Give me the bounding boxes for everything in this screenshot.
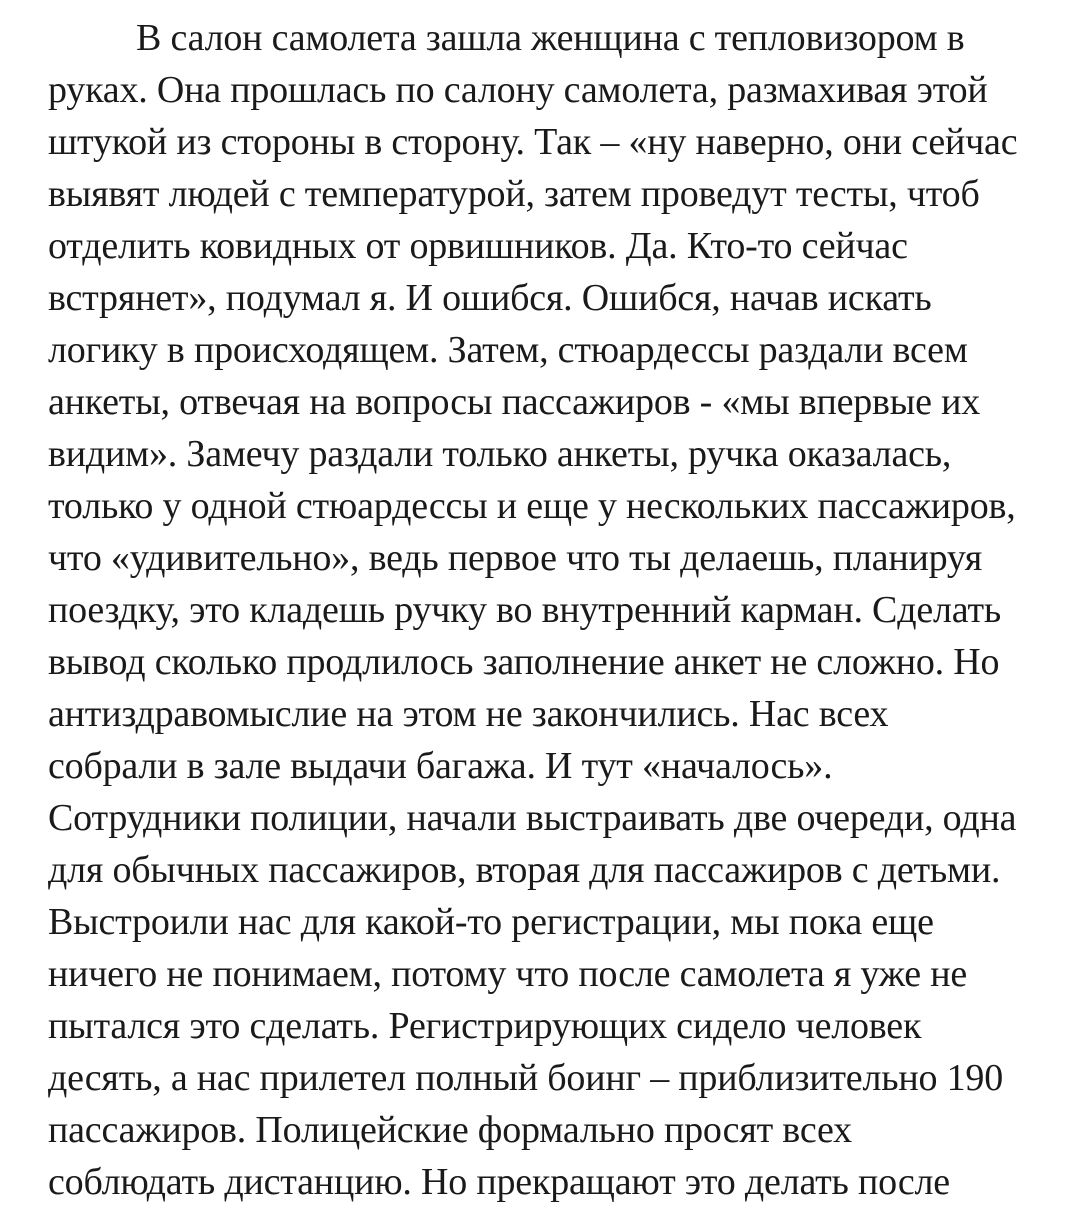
text-line: пассажиров. Полицейские формально просят всех: [48, 1109, 852, 1151]
text-line: вывод сколько продлилось заполнение анкет не сложно. Но: [48, 641, 1000, 683]
paragraph: [48, 12, 1060, 1208]
text-line: Сотрудники полиции, начали выстраивать две очереди, одна: [48, 797, 1017, 839]
text-line: собрали в зале выдачи багажа. И тут «началось».: [48, 745, 833, 787]
text-line: анкеты, отвечая на вопросы пассажиров - «мы впервые их: [48, 381, 981, 423]
text-line: только у одной стюардессы и еще у нескольких пассажиров,: [48, 485, 1016, 527]
text-line: встрянет», подумал я. И ошибся. Ошибся, начав искать: [48, 277, 932, 319]
text-line: пытался это сделать. Регистрирующих сидело человек: [48, 1005, 922, 1047]
text-line: логику в происходящем. Затем, стюардессы раздали всем: [48, 329, 968, 371]
text-line: Выстроили нас для какой-то регистрации, мы пока еще: [48, 901, 934, 943]
text-line: десять, а нас прилетел полный боинг – приблизительно 190: [48, 1057, 1003, 1099]
text-line: штукой из стороны в сторону. Так – «ну наверно, они сейчас: [48, 121, 1018, 163]
text-line: для обычных пассажиров, вторая для пассажиров с детьми.: [48, 849, 1001, 891]
text-line: отделить ковидных от орвишников. Да. Кто-то сейчас: [48, 225, 908, 267]
text-line: соблюдать дистанцию. Но прекращают это делать после: [48, 1161, 950, 1203]
text-line: ничего не понимаем, потому что после самолета я уже не: [48, 953, 968, 995]
text-line: руках. Она прошлась по салону самолета, размахивая этой: [48, 69, 988, 111]
text-line: что «удивительно», ведь первое что ты делаешь, планируя: [48, 537, 983, 579]
text-line: выявят людей с температурой, затем проведут тесты, чтоб: [48, 173, 980, 215]
text-line: В салон самолета зашла женщина с тепловизором в: [136, 17, 965, 59]
text-line: видим». Замечу раздали только анкеты, ручка оказалась,: [48, 433, 952, 475]
text-line: антиздравомыслие на этом не закончились. Нас всех: [48, 693, 889, 735]
text-line: поездку, это кладешь ручку во внутренний карман. Сделать: [48, 589, 1001, 631]
